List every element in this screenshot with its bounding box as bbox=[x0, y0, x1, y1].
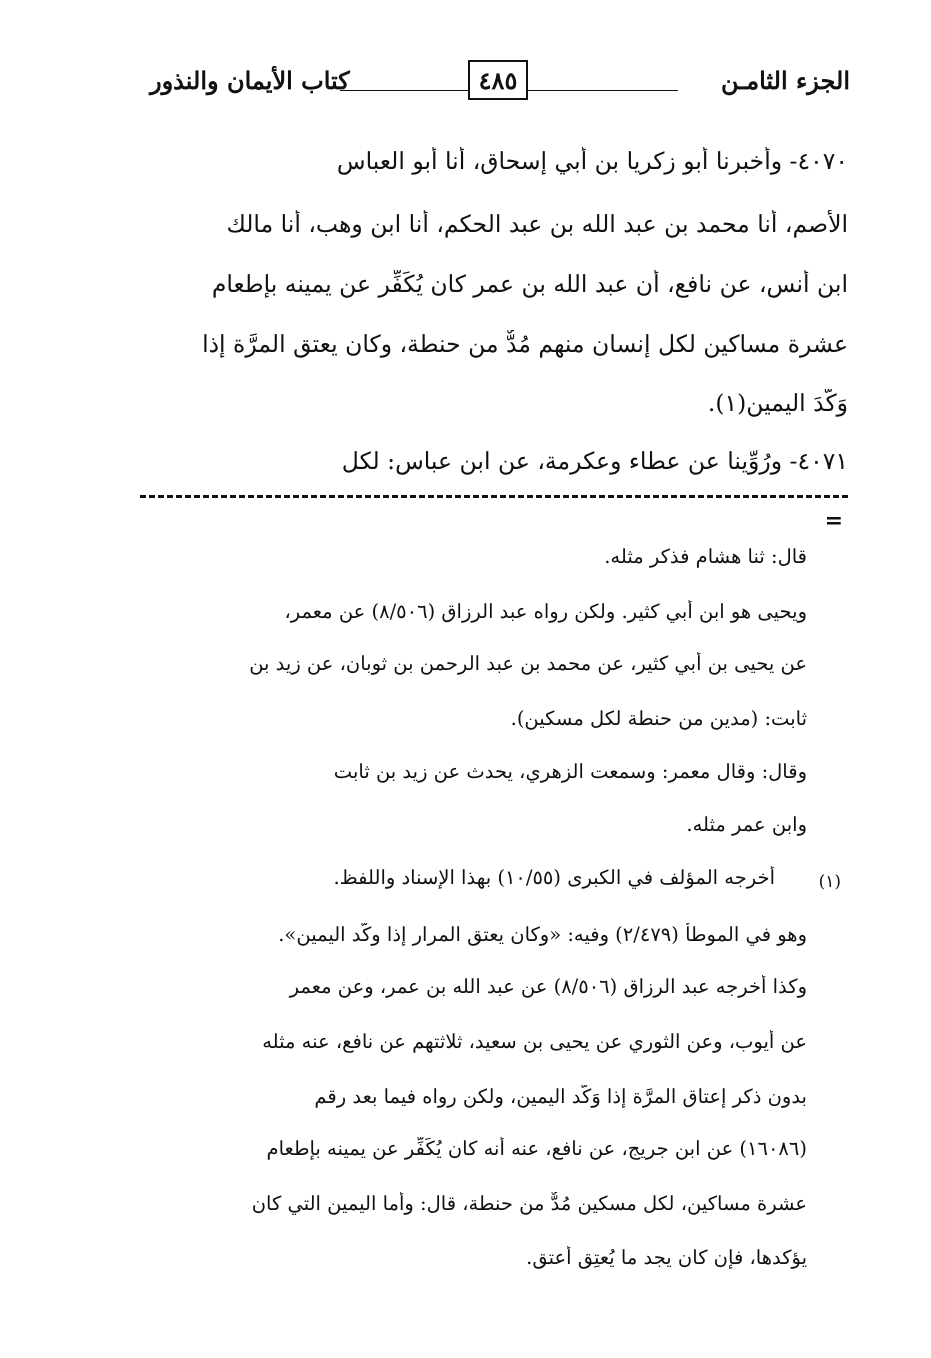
footnote-number: (١) bbox=[818, 872, 841, 892]
note-line: وابن عمر مثله. bbox=[686, 813, 807, 836]
continuation-marker: = bbox=[824, 508, 843, 534]
footnote-line: (١٦٠٨٦) عن ابن جريج، عن نافع، عنه أنه كان يُكَفِّر عن يمينه بإطعام bbox=[266, 1137, 807, 1160]
footnote-line: أخرجه المؤلف في الكبرى (١٠/٥٥) بهذا الإسناد واللفظ. bbox=[333, 866, 775, 889]
footnote-line: يؤكدها، فإن كان يجد ما يُعتِق أعتق. bbox=[526, 1246, 807, 1269]
note-line: وقال: وقال معمر: وسمعت الزهري، يحدث عن زيد بن ثابت bbox=[333, 760, 807, 783]
book-title: كتاب الأيمان والنذور bbox=[150, 66, 350, 95]
volume-part-label: الجزء الثامـن bbox=[720, 66, 850, 95]
header-rule-left bbox=[340, 90, 468, 91]
main-text-line: ابن أنس، عن نافع، أن عبد الله بن عمر كان يُكَفِّر عن يمينه بإطعام bbox=[211, 270, 848, 298]
footnote-line: عشرة مساكين، لكل مسكين مُدٌّ من حنطة، قال: وأما اليمين التي كان bbox=[251, 1192, 807, 1215]
note-line: قال: ثنا هشام فذكر مثله. bbox=[604, 545, 807, 568]
footnote-line: عن أيوب، وعن الثوري عن يحيى بن سعيد، ثلاثتهم عن نافع، عنه مثله bbox=[262, 1030, 807, 1053]
page-number: ٤٨٥ bbox=[468, 60, 528, 100]
note-line: ويحيى هو ابن أبي كثير. ولكن رواه عبد الرزاق (٨/٥٠٦) عن معمر، bbox=[284, 600, 807, 623]
main-text-line: ٤٠٧١- ورُوِّينا عن عطاء وعكرمة، عن ابن عباس: لكل bbox=[341, 447, 848, 475]
main-text-line: وَكَّدَ اليمين(١). bbox=[707, 389, 848, 417]
main-text-line: ٤٠٧٠- وأخبرنا أبو زكريا بن أبي إسحاق، أنا أبو العباس bbox=[336, 147, 848, 175]
footnote-separator bbox=[140, 495, 848, 506]
note-line: ثابت: (مدين من حنطة لكل مسكين). bbox=[510, 707, 807, 730]
footnote-line: وهو في الموطأ (٢/٤٧٩) وفيه: «وكان يعتق المرار إذا وكَّد اليمين». bbox=[278, 923, 807, 946]
footnote-line: وكذا أخرجه عبد الرزاق (٨/٥٠٦) عن عبد الله بن عمر، وعن معمر bbox=[289, 975, 807, 998]
running-header bbox=[150, 60, 850, 106]
main-text-line: عشرة مساكين لكل إنسان منهم مُدٌّ من حنطة، وكان يعتق المرَّة إذا bbox=[202, 330, 848, 358]
header-rule-right bbox=[528, 90, 678, 91]
main-text-line: الأصم، أنا محمد بن عبد الله بن عبد الحكم، أنا ابن وهب، أنا مالك bbox=[226, 210, 848, 238]
note-line: عن يحيى بن أبي كثير، عن محمد بن عبد الرحمن بن ثوبان، عن زيد بن bbox=[249, 652, 807, 675]
footnote-line: بدون ذكر إعتاق المرَّة إذا وَكَّد اليمين، ولكن رواه فيما بعد رقم bbox=[314, 1085, 807, 1108]
